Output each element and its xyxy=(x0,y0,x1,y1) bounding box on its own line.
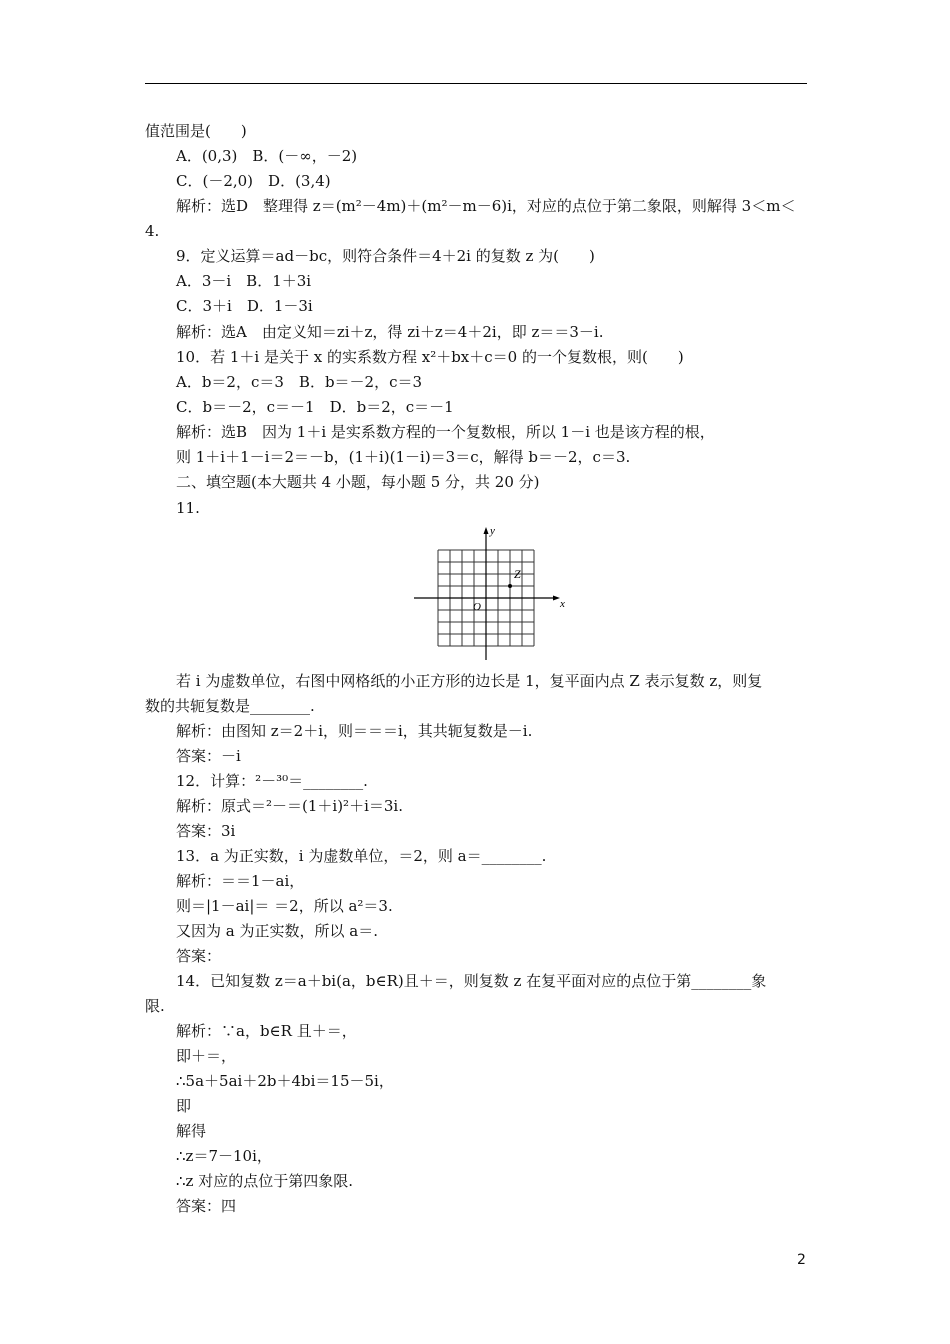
text-line: 数的共轭复数是________. xyxy=(145,697,315,715)
text-line: 13．a 为正实数，i 为虚数单位，＝2，则 a＝________. xyxy=(176,847,547,865)
text-line: C．(－2,0) D．(3,4) xyxy=(176,172,331,190)
text-line: 二、填空题(本大题共 4 小题，每小题 5 分，共 20 分) xyxy=(176,473,540,491)
y-axis-arrow-icon xyxy=(484,527,489,534)
text-line: 解析：由图知 z＝2＋i，则＝＝＝i，其共轭复数是－i. xyxy=(176,722,533,740)
text-line: 解析：∵a，b∈R 且＋＝， xyxy=(176,1022,357,1040)
text-line: 值范围是( ) xyxy=(145,122,247,140)
text-line: 10．若 1＋i 是关于 x 的实系数方程 x²＋bx＋c＝0 的一个复数根，则( ) xyxy=(176,348,684,366)
text-line: 解析：选B 因为 1＋i 是实系数方程的一个复数根，所以 1－i 也是该方程的根， xyxy=(176,423,715,441)
text-line: C．b＝－2，c＝－1 D．b＝2，c＝－1 xyxy=(176,398,454,416)
page-number: 2 xyxy=(797,1252,806,1268)
text-line: 4. xyxy=(145,222,160,240)
text-line: 答案：四 xyxy=(176,1197,237,1215)
point-z xyxy=(508,584,512,588)
text-line: 又因为 a 为正实数，所以 a＝. xyxy=(176,922,378,940)
text-line: ∴z 对应的点位于第四象限. xyxy=(176,1172,353,1190)
text-line: C．3＋i D．1－3i xyxy=(176,297,313,315)
text-line: 解析：选A 由定义知＝zi＋z，得 zi＋z＝4＋2i，即 z＝＝3－i. xyxy=(176,323,604,341)
text-line: ∴5a＋5ai＋2b＋4bi＝15－5i， xyxy=(176,1072,394,1090)
text-line: 即 xyxy=(176,1097,192,1115)
text-line: 解得 xyxy=(176,1122,207,1140)
origin-label: O xyxy=(473,601,481,613)
text-line: A．(0,3) B．(－∞，－2) xyxy=(176,147,358,165)
text-line: 14．已知复数 z＝a＋bi(a，b∈R)且＋＝，则复数 z 在复平面对应的点位于第________象 xyxy=(176,972,767,990)
text-line: 答案：3i xyxy=(176,822,236,840)
text-line: A．3－i B．1＋3i xyxy=(176,272,312,290)
complex-plane-figure xyxy=(410,523,570,663)
text-line: 即＋＝， xyxy=(176,1047,237,1065)
text-line: 解析：选D 整理得 z＝(m²－4m)＋(m²－m－6)i，对应的点位于第二象限，则解得 3＜m＜ xyxy=(176,197,796,215)
text-line: 11. xyxy=(176,499,200,517)
text-line: 解析：＝＝1－ai， xyxy=(176,872,305,890)
x-axis-label: x xyxy=(560,598,565,610)
point-z-label: Z xyxy=(514,567,521,581)
text-line: A．b＝2，c＝3 B．b＝－2，c＝3 xyxy=(176,373,423,391)
text-line: 限. xyxy=(145,997,165,1015)
text-line: 则 1＋i＋1－i＝2＝－b，(1＋i)(1－i)＝3＝c，解得 b＝－2，c＝3. xyxy=(176,448,631,466)
header-rule xyxy=(145,83,807,84)
text-line: 若 i 为虚数单位，右图中网格纸的小正方形的边长是 1，复平面内点 Z 表示复数 z，则复 xyxy=(176,672,763,690)
text-line: 答案：－i xyxy=(176,747,241,765)
x-axis-arrow-icon xyxy=(553,596,560,601)
text-line: 9．定义运算＝ad－bc，则符合条件＝4＋2i 的复数 z 为( ) xyxy=(176,247,595,265)
text-line: ∴z＝7－10i， xyxy=(176,1147,272,1165)
text-line: 12．计算：²－³⁰＝________. xyxy=(176,772,368,790)
text-line: 则＝|1－ai|＝ ＝2，所以 a²＝3. xyxy=(176,897,393,915)
text-line: 答案： xyxy=(176,947,222,965)
y-axis-label: y xyxy=(490,525,495,537)
text-line: 解析：原式＝²－＝(1＋i)²＋i＝3i. xyxy=(176,797,403,815)
